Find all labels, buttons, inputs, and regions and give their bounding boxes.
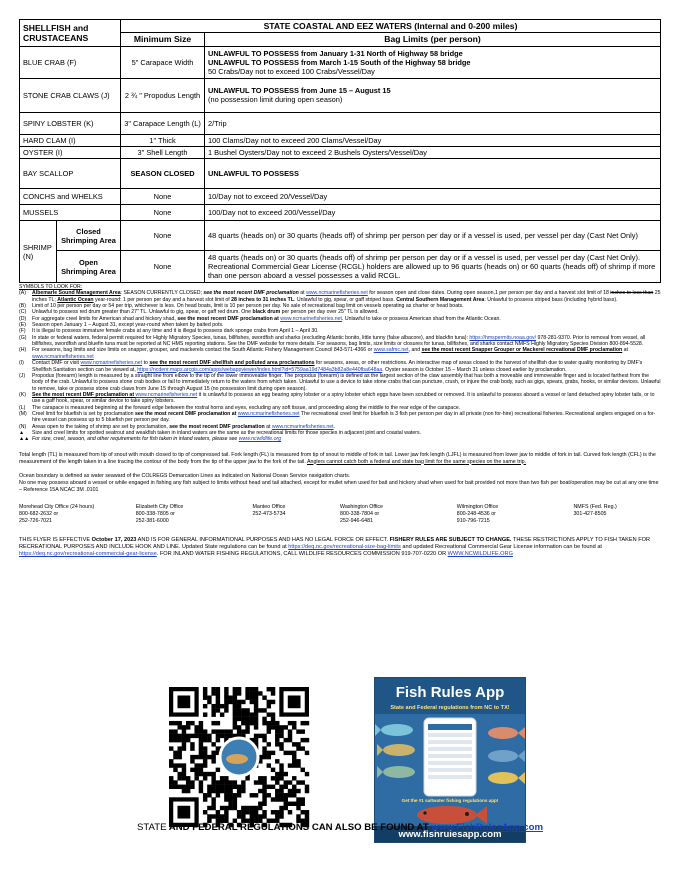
note-key: (H) bbox=[19, 347, 27, 354]
triangle-icon: ▲ bbox=[19, 429, 25, 436]
bag-limit-line: UNLAWFUL TO POSSESS from March 1-15 South of the Highway 58 bridge bbox=[208, 57, 471, 67]
table-row bbox=[20, 189, 661, 205]
bag-limit: 48 quarts (heads on) or 30 quarts (heads off) of shrimp per person per day or if a vessel is used, per vessel per day (Cast Net Only) bbox=[205, 221, 661, 251]
table-row bbox=[20, 251, 661, 283]
note-part: at bbox=[298, 290, 307, 297]
note-part: See the most recent DMF proclamation at bbox=[32, 391, 136, 398]
list-item bbox=[19, 411, 661, 424]
length-definitions bbox=[19, 452, 661, 466]
ncwildlife-link[interactable]: WWW.NCWILDLIFE.ORG bbox=[447, 551, 513, 558]
ocean-boundary-line: Ocean boundary is defined as water seaward of the COLREGS Demarcation Lines as indicated on National Ocean Service navigation charts. bbox=[19, 473, 351, 480]
table-row bbox=[20, 159, 661, 189]
note-text: Propodus (forearm) length is measured by a straight line from elbow to the tip of the lower immoveable finger. The propodus (forearm) is defined as the largest section of the claw assembly that has both a moveable and immoveable finger and is located farthest from the body of the crab. Unlawful to possess stone crab bodies or fail to immediately return to the waters from which taken. Unlawful to use a device to take stone crabs that can puncture, crush, or injure the crab body, such as gigs, spears, grabs, hooks, or similar devices. Unlawful to remove, take or possess stone crab claws from June 15 through August 15 (no possession limit during open season). bbox=[32, 372, 661, 392]
min-size: 1" Thick bbox=[121, 134, 205, 146]
office-phone: 301-427-8505 bbox=[573, 510, 607, 517]
note-part: at bbox=[264, 423, 272, 430]
note-text: Limit of 10 per person per day or 54 per trip, whichever is less. On head boats, limit is 10 per person per day. No sale of recreational bag limit on vessels operating as charter or head boats. bbox=[32, 303, 464, 310]
ocean-boundary bbox=[19, 473, 661, 494]
note-part: year-round: 1 per person per day and a harvest slot limit of bbox=[93, 296, 232, 303]
note-part: Central Southern Management Area bbox=[396, 296, 485, 303]
species-name: BLUE CRAB (F) bbox=[20, 46, 121, 78]
species-name: SPINY LOBSTER (K) bbox=[20, 112, 121, 134]
note-part: : Unlawful to possess striped bass (including hybrid bass). bbox=[484, 296, 618, 303]
note-part: it is unlawful to possess an egg bearing spiny lobster or a spiny lobster which eggs have been scrubbed or removed. It is unlawful to possess aboard a vessel or land detached spiny lobster tails, or to use a gaff hook, spear, or similar device to take spiny lobsters. bbox=[32, 391, 655, 405]
footer-part: STATE bbox=[137, 822, 167, 833]
min-size: 3" Shell Length bbox=[121, 147, 205, 159]
note-part: Albemarle Sound Management Area bbox=[32, 290, 121, 297]
app-subtitle: State and Federal regulations from NC to TX! bbox=[390, 705, 510, 711]
app-tagline: Get the #1 saltwater fishing regulations app! bbox=[401, 798, 499, 803]
note-link[interactable]: www.safmc.net bbox=[373, 347, 409, 354]
note-part: For seasons, bag limits and size limits on snapper, grouper, and mackerels contact the South Atlantic Fishery Management Council 843-571-4366 or bbox=[32, 347, 374, 354]
bag-limit bbox=[205, 78, 661, 112]
min-size: None bbox=[121, 251, 205, 283]
note-link[interactable]: https://hmspermits.noaa.gov/ bbox=[469, 334, 537, 341]
note-text bbox=[32, 347, 661, 360]
min-size: None bbox=[121, 205, 205, 221]
note-key: (N) bbox=[19, 423, 27, 430]
office-name: Washington Office bbox=[340, 504, 384, 510]
office-phone: 800-338-7804 or bbox=[340, 510, 380, 517]
bag-limit-line: UNLAWFUL TO POSSESS from June 15 – August 15 bbox=[208, 86, 391, 96]
disclaimer-part: FISHERY RULES ARE SUBJECT TO CHANGE. bbox=[389, 536, 512, 543]
office-phone: 800-338-7805 or bbox=[135, 510, 175, 517]
office-phone: 252-726-7021 bbox=[19, 517, 52, 524]
note-text: Season open January 1 – August 31, except year-round when taken by baited pots. bbox=[32, 322, 224, 329]
symbols-title: SYMBOLS TO LOOK FOR: bbox=[19, 284, 83, 291]
app-ad-graphic bbox=[375, 678, 525, 842]
note-part: black drum bbox=[252, 309, 281, 316]
office-phone: 910-796-7215 bbox=[456, 517, 490, 524]
note-text bbox=[32, 335, 661, 348]
note-link[interactable]: https://ncdenr.maps.arcgis.com/apps/webappviewer/index.html?id=5759aa19d7484a3b82a8e440fba648aa bbox=[137, 366, 383, 373]
office-name: NMFS (Fed. Reg.) bbox=[573, 504, 617, 510]
disclaimer bbox=[19, 537, 661, 559]
note-link[interactable]: www.ncmarinefisheries.net bbox=[271, 423, 334, 430]
note-part: see the most recent Snapper Grouper or Mackerel recreational DMF proclamation bbox=[421, 347, 623, 354]
col-species-header: SHELLFISH and CRUSTACEANS bbox=[20, 20, 121, 47]
table-row bbox=[20, 134, 661, 146]
col-min-size-header: Minimum Size bbox=[121, 33, 205, 46]
note-part: . bbox=[333, 423, 336, 430]
gear-license-link[interactable]: https://deq.nc.gov/recreational-commercial-gear-license bbox=[19, 551, 157, 558]
effective-date: October 17, 2023 bbox=[91, 536, 137, 543]
note-part: 28 inches to 31 inches TL bbox=[231, 296, 295, 303]
office-item bbox=[19, 504, 136, 525]
note-key: (M) bbox=[19, 410, 27, 417]
bag-limit: 100/Day not to exceed 200/Vessel/Day bbox=[205, 205, 661, 221]
symbols-legend bbox=[19, 284, 661, 443]
bag-limit: UNLAWFUL TO POSSESS bbox=[205, 159, 661, 189]
office-phone: 800-248-4536 or bbox=[456, 510, 496, 517]
note-part: For aggregate creel limits for American shad and hickory shad, bbox=[32, 315, 178, 322]
note-key: (G) bbox=[19, 334, 27, 341]
min-size: 5" Carapace Width bbox=[121, 46, 205, 78]
table-row bbox=[20, 147, 661, 159]
table-row bbox=[20, 46, 661, 78]
note-link[interactable]: www.ncmarinefisheries.net bbox=[32, 353, 94, 360]
note-part: see the most recent DMF proclamation at bbox=[134, 410, 238, 417]
bag-limit: 100 Clams/Day not to exceed 200 Clams/Vessel/Day bbox=[205, 134, 661, 146]
note-part: see the most recent DMF proclamation bbox=[169, 423, 265, 430]
note-key: (J) bbox=[19, 372, 26, 379]
note-text bbox=[32, 360, 661, 373]
note-part: see the most recent DMF proclamation bbox=[203, 290, 299, 297]
note-part: . Unlawful to take or possess American shad from the Atlantic Ocean. bbox=[341, 315, 501, 322]
table-row bbox=[20, 221, 661, 251]
app-url: www.fishrulesapp.com bbox=[398, 829, 502, 840]
note-part: 25 inches TL; bbox=[32, 290, 661, 303]
species-name: BAY SCALLOP bbox=[20, 159, 121, 189]
col-bag-limit-header: Bag Limits (per person) bbox=[205, 33, 661, 46]
office-name: Wilmington Office bbox=[456, 504, 499, 510]
species-name: STONE CRAB CLAWS (J) bbox=[20, 78, 121, 112]
office-contacts bbox=[19, 504, 661, 525]
note-text bbox=[32, 411, 661, 424]
species-name: CONCHS and WHELKS bbox=[20, 189, 121, 205]
min-size: None bbox=[121, 189, 205, 205]
note-part: In state or federal waters, federal permit required for Highly Migratory Species, tunas, billfishes, swordfish and sharks (excluding Atlantic bonito, little tunny (false albacore), and blackfin tuna): bbox=[32, 334, 470, 341]
disclaimer-part: AND IS FOR GENERAL INFORMATIONAL PURPOSES AND HAS NO LEGAL FORCE OR EFFECT. bbox=[136, 536, 390, 543]
note-text bbox=[32, 290, 661, 303]
bag-limit: 10/Day not to exceed 20/Vessel/Day bbox=[205, 189, 661, 205]
list-item bbox=[19, 436, 661, 442]
note-part: Creel limit for bluefish is set by proclamation bbox=[32, 410, 135, 417]
note-key: (C) bbox=[19, 309, 27, 316]
office-phone: 800-682-2632 or bbox=[19, 510, 59, 517]
office-item bbox=[573, 504, 661, 525]
office-name: Morehead City Office (24 hours) bbox=[19, 504, 95, 510]
note-text: Size and creel limits for spotted seatrout and weakfish taken in inland waters are the same as the recreational limits for those species in adjacent joint and coastal waters. bbox=[32, 429, 421, 436]
bag-limit-line: 50 Crabs/Day not to exceed 100 Crabs/Vessel/Day bbox=[208, 66, 375, 76]
note-key: (I) bbox=[19, 360, 24, 367]
note-text: It is illegal to possess immature female crabs at any time and it is illegal to possess dark sponge crabs from April 1 – April 30. bbox=[32, 328, 319, 335]
bag-limit: 1 Bushel Oysters/Day not to exceed 2 Bushels Oysters/Vessel/Day bbox=[205, 147, 661, 159]
disclaimer-part: THIS FLYER IS EFFECTIVE bbox=[19, 536, 92, 543]
species-name: SHRIMP (N) bbox=[20, 221, 57, 283]
regulations-table bbox=[19, 19, 661, 283]
note-part: , and bbox=[408, 347, 422, 354]
list-item bbox=[19, 290, 661, 303]
office-item bbox=[252, 504, 340, 525]
note-key: (E) bbox=[19, 322, 26, 329]
bag-limit-line: (no possession limit during open season) bbox=[208, 95, 343, 105]
regulations-link[interactable]: https://deq.nc.gov/recreational-size-bag-limits bbox=[288, 543, 401, 550]
note-part: per person per day over 25" TL is allowed. bbox=[280, 309, 379, 316]
note-link[interactable]: www.ncmarinefisheries.net bbox=[237, 410, 300, 417]
note-text bbox=[32, 392, 661, 405]
footer-part: AND FEDERAL REGULATIONS CAN ALSO BE FOUND AT bbox=[166, 822, 432, 833]
min-size: 2 ¾ " Propodus Length bbox=[121, 78, 205, 112]
bag-limit: 48 quarts (heads on) or 30 quarts (heads off) of shrimp per person per day or if a vessel is used, per vessel per day (Cast Net Only). Recreational Commercial Gear License (RCGL) holders are allowed up to 96 quarts (heads on) or 60 quarts (heads off) of shrimp if more than one person aboard a vessel possesses a valid RCGL. bbox=[205, 251, 661, 283]
note-text bbox=[32, 436, 661, 442]
phone-mockup bbox=[424, 718, 476, 796]
note-key: (F) bbox=[19, 328, 26, 335]
office-item bbox=[457, 504, 574, 525]
app-title: Fish Rules App bbox=[395, 684, 505, 701]
office-phone: 252-473-5734 bbox=[252, 510, 286, 517]
note-part: . Unlawful to gig, spear, or gaff striped bass. bbox=[294, 296, 397, 303]
table-header-row-1 bbox=[20, 20, 661, 33]
note-key: (D) bbox=[19, 315, 27, 322]
list-item bbox=[19, 373, 661, 392]
note-part: for seasons, areas, or other restrictions. An interactive map of areas closed to the harvest of shellfish due to water quality monitoring by DMF's Shellfish Sanitation section can be viewed at, bbox=[32, 360, 643, 373]
note-text: The carapace is measured beginning at the forward edge between the rostral horns and eyes, excluding any soft tissue, and proceeding along the middle to the rear edge of the carapace. bbox=[32, 404, 461, 411]
promo-section bbox=[19, 674, 661, 844]
note-part: The recreational creel limit for bluefish is 3 fish per person per day in all private (non for-hire) recreational fisheries. Recreational anglers engaged on a for-hire vessel can possess up to 5 bluefish per person per day. bbox=[32, 410, 656, 424]
min-size: 3" Carapace Length (L) bbox=[121, 112, 205, 134]
min-size: SEASON CLOSED bbox=[121, 159, 205, 189]
note-part: inches to less than bbox=[610, 290, 654, 297]
species-name: OYSTER (I) bbox=[20, 147, 121, 159]
note-part: at bbox=[622, 347, 629, 354]
note-part: For size, creel, season, and other requirements for fish taken in inland waters, please see bbox=[32, 436, 239, 443]
note-link[interactable]: www.ncmarinefisheries.net bbox=[280, 315, 342, 322]
table-row bbox=[20, 112, 661, 134]
note-key: (K) bbox=[19, 391, 26, 398]
office-item bbox=[340, 504, 457, 525]
note-link[interactable]: www.ncmarinefisheries.net bbox=[80, 360, 143, 367]
note-link[interactable]: www.ncmarinefisheries.net bbox=[135, 391, 198, 398]
office-phone: 252-381-6000 bbox=[135, 517, 169, 524]
bag-limit-line: UNLAWFUL TO POSSESS from January 1-31 North of Highway 58 bridge bbox=[208, 48, 463, 58]
list-item bbox=[19, 392, 661, 405]
fishrulesapp-link[interactable]: www.FishRulesApp.com bbox=[431, 822, 543, 833]
note-part: 978-281-9370. Prior to removal from vessel, all billfishes, swordfish and bluefin tuna must be reported at NC HMS reporting stations. See the DMF website for more details. For seasons, bag limits, size limits or closures for tunas, billfishes, and sharks contact NMFS Highly Migratory Species Division 800-894-5528. bbox=[32, 334, 646, 348]
bag-limit bbox=[205, 46, 661, 78]
note-part: see the most recent DMF proclamation at bbox=[177, 315, 281, 322]
note-key: (L) bbox=[19, 404, 26, 411]
office-name: Elizabeth City Office bbox=[135, 504, 184, 510]
disclaimer-part: . FOR INLAND WATER FISHING REGULATIONS, CALL WILDLIFE RESOURCES COMMISSION 919-707-0220 OR bbox=[156, 551, 448, 558]
office-phone: 252-946-6481 bbox=[340, 517, 374, 524]
shrimp-area-label: Closed Shrimping Area bbox=[57, 221, 121, 251]
list-item bbox=[19, 335, 661, 348]
shrimp-area-label: Open Shrimping Area bbox=[57, 251, 121, 283]
col-region-header: STATE COASTAL AND EEZ WATERS (Internal and 0-200 miles) bbox=[121, 20, 661, 33]
note-part: for season open and close dates. During open season,1 per person per day and a harvest slot limit of 18 bbox=[367, 290, 611, 297]
note-part: Unlawful to possess red drum greater than 27" TL. Unlawful to gig, spear, or gaff red drum. One bbox=[32, 309, 253, 316]
note-part: see the most recent DMF shellfish and polluted area proclamations bbox=[149, 360, 315, 367]
note-key: (B) bbox=[19, 303, 26, 310]
footer-line bbox=[19, 822, 661, 833]
note-link[interactable]: www.ncwildlife.org bbox=[238, 436, 282, 443]
note-link[interactable]: www.ncmarinefisheries.net bbox=[306, 290, 368, 297]
note-key: (A) bbox=[19, 290, 26, 297]
min-size: None bbox=[121, 221, 205, 251]
note-part: Contact DMF or visit bbox=[32, 360, 81, 367]
qr-logo-fish-icon bbox=[226, 754, 248, 764]
table-row bbox=[20, 78, 661, 112]
length-note: Anglers cannot catch both a federal and state bag limit for the same species on the same trip. bbox=[306, 458, 527, 465]
office-item bbox=[136, 504, 253, 525]
head-tail-rule: No one may possess aboard a vessel or while engaged in fishing any fish subject to limits without head and tail attached, except for mullet when used for bait and hickory shad when used for bait provided not more than two fish per boat/operation may be cut at any one time – Reference 15A NCAC 3M .0101 bbox=[19, 480, 659, 494]
bag-limit: 2/Trip bbox=[205, 112, 661, 134]
species-name: HARD CLAM (I) bbox=[20, 134, 121, 146]
qr-code-graphic bbox=[164, 677, 314, 837]
qr-code[interactable] bbox=[164, 677, 314, 837]
disclaimer-part: and updated Recreational Commercial Gear License information can be found at bbox=[400, 543, 602, 550]
fish-rules-app-ad[interactable] bbox=[374, 677, 526, 843]
list-item bbox=[19, 360, 661, 373]
office-name: Manteo Office bbox=[252, 504, 286, 510]
note-part: . Oyster season is October 15 – March 31 unless closed earlier by proclamation. bbox=[382, 366, 567, 373]
species-name: MUSSELS bbox=[20, 205, 121, 221]
note-part: Areas open to the taking of shrimp are set by proclamation, bbox=[32, 423, 170, 430]
disclaimer-part: THESE RESTRICTIONS APPLY TO FISH TAKEN FOR RECREATIONAL PURPOSES AND INCLUDE HOOK AND LINE. Updated State regulations can be found at bbox=[19, 536, 651, 550]
note-part: : SEASON CURRENTLY CLOSED; bbox=[120, 290, 204, 297]
note-part: Atlantic Ocean bbox=[57, 296, 94, 303]
length-text: Total length (TL) is measured from tip of snout with mouth closed to tip of compressed tail. Fork length (FL) is measured from tip of snout to middle of fork in tail. Lower jaw fork length (LJFL) is measured from lower jaw to middle of fork in tail. Curved fork length (CFL) is the measurement of the length taken in a line tracing the contour of the body from the tip of the upper jaw to the fork of the tail. bbox=[19, 451, 656, 465]
list-item bbox=[19, 347, 661, 360]
double-triangle-icon: ▲▲ bbox=[19, 436, 30, 443]
regulations-flyer bbox=[19, 19, 661, 840]
table-row bbox=[20, 205, 661, 221]
note-part: to bbox=[142, 360, 150, 367]
